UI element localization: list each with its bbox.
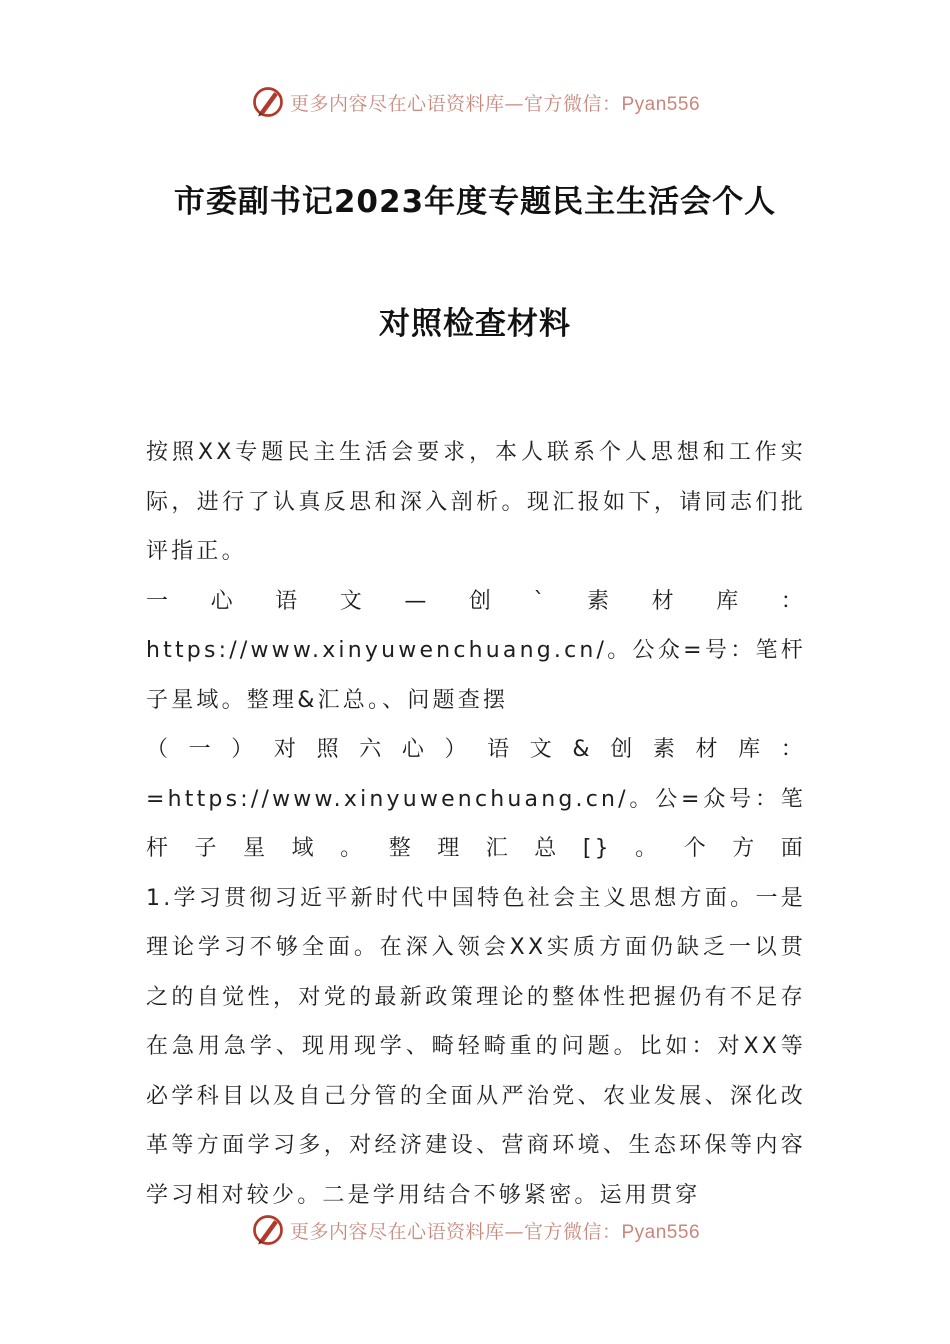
document-title-line-2: 对照检查材料	[379, 306, 571, 342]
document-body	[146, 428, 806, 1220]
header-wechat-id: Pyan556	[621, 93, 701, 115]
document-title-line-1: 市委副书记2023年度专题民主生活会个人	[173, 184, 777, 220]
paragraph-study-item: 1.学习贯彻习近平新时代中国特色社会主义思想方面。一是理论学习不够全面。在深入领会XX实质方面仍缺乏一以贯之的自觉性，对党的最新政策理论的整体性把握仍有不足存在急用急学、现用现学、畸轻畸重的问题。比如：对XX等必学科目以及自己分管的全面从严治党、农业发展、深化改革等方面学习多，对经济建设、营商环境、生态环保等内容学习相对较少。二是学用结合不够紧密。运用贯穿	[146, 885, 806, 1208]
pen-logo-icon	[250, 1212, 286, 1248]
footer-banner	[0, 1210, 950, 1250]
footer-banner-text: 更多内容尽在心语资料库—官方微信：	[289, 1220, 622, 1243]
header-banner-text: 更多内容尽在心语资料库—官方微信：	[289, 92, 622, 115]
paragraph-section-heading: （一）对照六心）语文&创素材库：=https://www.xinyuwenchuang.cn/。公=众号：笔杆子星域。整理汇总[}。个方面	[146, 737, 806, 861]
pen-logo-icon	[250, 84, 286, 120]
paragraph-source-note: 一心语文—创`素材库：https://www.xinyuwenchuang.cn/。公众=号：笔杆子星域。整理&汇总。、问题查摆	[146, 588, 806, 713]
footer-wechat-id: Pyan556	[621, 1221, 701, 1243]
paragraph-intro: 按照XX专题民主生活会要求，本人联系个人思想和工作实际，进行了认真反思和深入剖析。现汇报如下，请同志们批评指正。	[146, 440, 806, 564]
header-banner	[0, 82, 950, 122]
